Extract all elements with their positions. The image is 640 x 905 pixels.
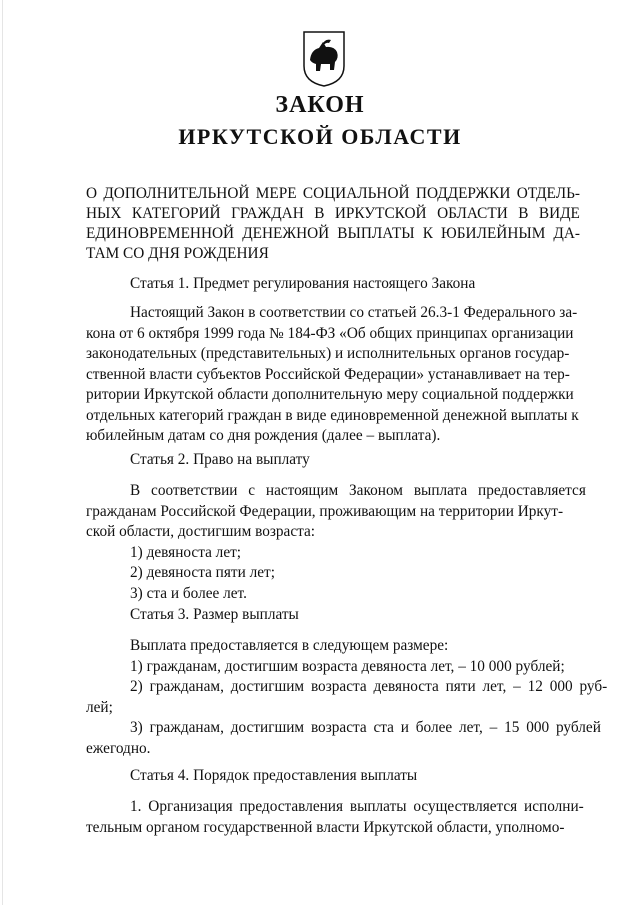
text-line: гражданам Российской Федерации, проживающим на территории Иркут- <box>86 502 564 520</box>
coat-of-arms-icon <box>301 30 347 88</box>
text-line: 1) гражданам, достигшим возраста девяноста лет, – 10 000 рублей; <box>130 657 565 675</box>
heading-line: НЫХ КАТЕГОРИЙ ГРАЖДАН В ИРКУТСКОЙ ОБЛАСТИ В ВИДЕ <box>86 205 580 222</box>
article-3-text <box>86 636 608 759</box>
text-line: ственной власти субъектов Российской Федерации» устанавливает на тер- <box>86 365 570 383</box>
article-4-title: Статья 4. Порядок предоставления выплаты <box>130 767 418 784</box>
article-2-title: Статья 2. Право на выплату <box>130 451 310 468</box>
text-line: юбилейным датам со дня рождения (далее – выплата). <box>86 427 441 444</box>
text-line: В соответствии с настоящим Законом выплата предоставляется <box>130 482 586 499</box>
text-line: законодательных (представительных) и исполнительных органов государ- <box>86 345 570 362</box>
text-line: Настоящий Закон в соответствии со статьей 26.3-1 Федерального за- <box>130 304 578 321</box>
law-heading <box>86 184 580 264</box>
text-line: отдельных категорий граждан в виде единовременной денежной выплаты к <box>86 406 579 424</box>
text-line: Выплата предоставляется в следующем размере: <box>130 637 449 654</box>
list-item: 3) ста и более лет. <box>130 584 247 602</box>
heading-line: ТАМ СО ДНЯ РОЖДЕНИЯ <box>86 245 269 262</box>
text-line: кона от 6 октября 1999 года № 184-ФЗ «Об общих принципах организации <box>86 324 574 342</box>
heading-line: О ДОПОЛНИТЕЛЬНОЙ МЕРЕ СОЦИАЛЬНОЙ ПОДДЕРЖКИ ОТДЕЛЬ- <box>86 185 580 202</box>
law-title: ЗАКОН <box>275 92 365 118</box>
article-3-title: Статья 3. Размер выплаты <box>130 606 299 623</box>
text-line: ежегодно. <box>86 739 151 757</box>
text-line: 3) гражданам, достигшим возраста ста и более лет, – 15 000 рублей <box>130 719 601 736</box>
text-line: тельным органом государственной власти Иркутской области, уполномо- <box>86 818 565 836</box>
article-4-text <box>86 797 584 838</box>
text-line: 1. Организация предоставления выплаты осуществляется исполни- <box>130 798 584 815</box>
list-item: 2) девяноста пяти лет; <box>130 564 275 581</box>
heading-line: ЕДИНОВРЕМЕННОЙ ДЕНЕЖНОЙ ВЫПЛАТЫ К ЮБИЛЕЙНЫМ ДА- <box>86 225 580 242</box>
article-2-text <box>86 481 586 604</box>
law-region-title: ИРКУТСКОЙ ОБЛАСТИ <box>178 124 462 149</box>
text-line: лей; <box>86 698 113 716</box>
article-1-text <box>86 303 580 447</box>
text-line: ритории Иркутской области дополнительную меру социальной поддержки <box>86 386 574 403</box>
text-line: 2) гражданам, достигшим возраста девяноста пяти лет, – 12 000 руб- <box>130 678 608 695</box>
list-item: 1) девяноста лет; <box>130 543 242 561</box>
text-line: ской области, достигшим возраста: <box>86 523 316 540</box>
article-1-title: Статья 1. Предмет регулирования настоящего Закона <box>130 275 476 292</box>
